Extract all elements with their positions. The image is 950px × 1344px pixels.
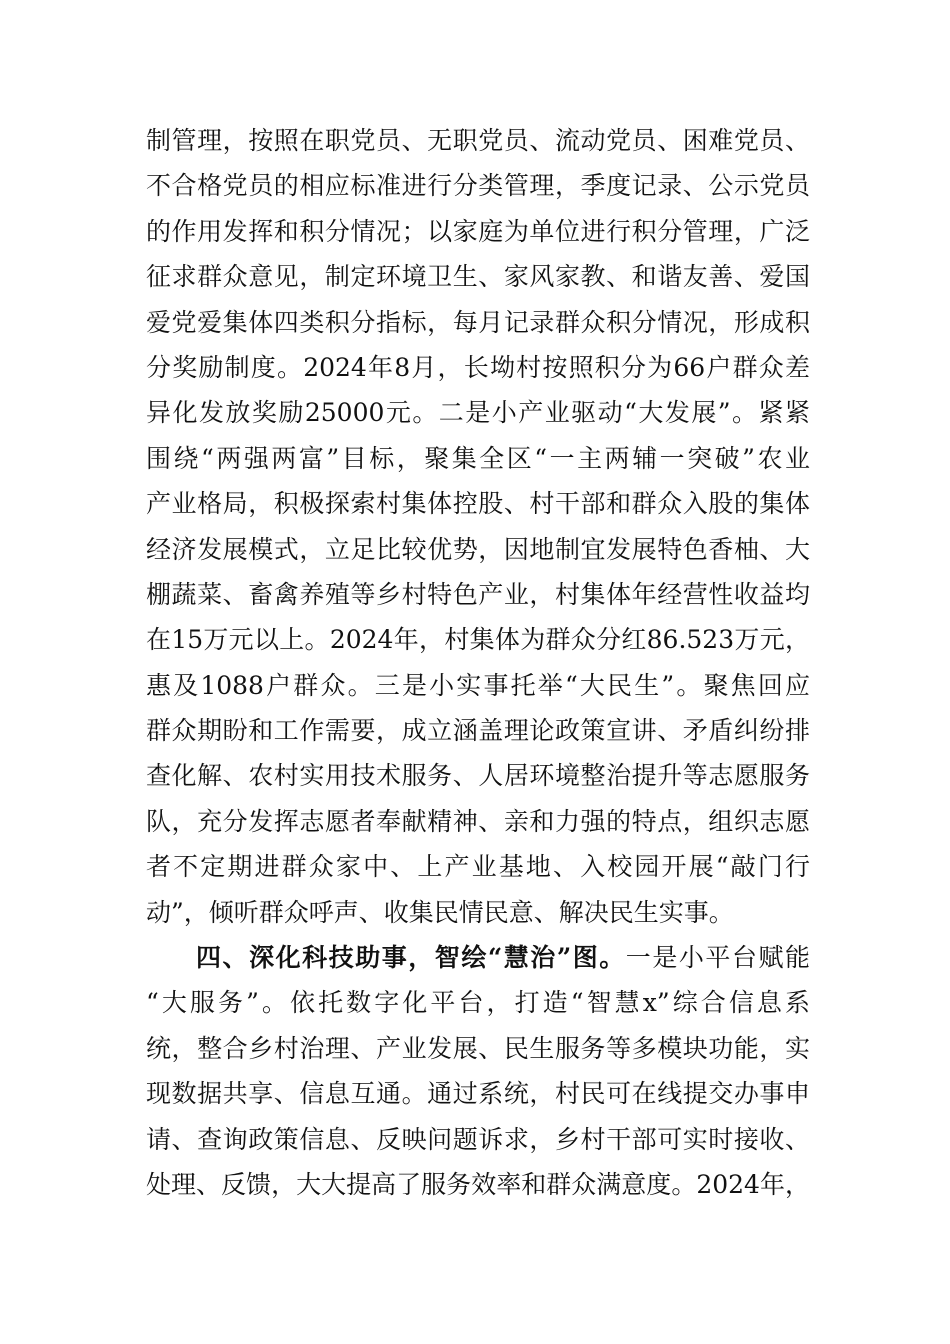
- section-4-line: 现数据共享、信息互通。通过系统，村民可在线提交办事申: [146, 1079, 810, 1109]
- section-4-line: 统，整合乡村治理、产业发展、民生服务等多模块功能，实: [146, 1033, 810, 1063]
- body-line: 制管理，按照在职党员、无职党员、流动党员、困难党员、: [146, 126, 810, 155]
- body-line: 在15万元以上。2024年，村集体为群众分红86.523万元，: [146, 625, 810, 655]
- body-line: 查化解、农村实用技术服务、人居环境整治提升等志愿服务: [146, 761, 810, 791]
- body-line: 分奖励制度。2024年8月，长坳村按照积分为66户群众差: [146, 352, 810, 382]
- section-4-line: 请、查询政策信息、反映问题诉求，乡村干部可实时接收、: [146, 1124, 810, 1154]
- body-line: 爱党爱集体四类积分指标，每月记录群众积分情况，形成积: [146, 307, 810, 337]
- body-line: 征求群众意见，制定环境卫生、家风家教、和谐友善、爱国: [146, 262, 810, 292]
- body-line: 围绕“两强两富”目标，聚集全区“一主两辅一突破”农业: [146, 443, 810, 473]
- body-line: 群众期盼和工作需要，成立涵盖理论政策宣讲、矛盾纠纷排: [146, 716, 810, 746]
- body-line: 异化发放奖励25000元。二是小产业驱动“大发展”。紧紧: [146, 398, 810, 428]
- body-line: 队，充分发挥志愿者奉献精神、亲和力强的特点，组织志愿: [146, 806, 810, 836]
- section-4-line: 处理、反馈，大大提高了服务效率和群众满意度。2024年，: [146, 1169, 810, 1199]
- section-4-first-line-rest: 一是小平台赋能: [625, 943, 810, 973]
- body-line: 者不定期进群众家中、上产业基地、入校园开展“敲门行: [146, 852, 810, 882]
- body-line: 经济发展模式，立足比较优势，因地制宜发展特色香柚、大: [146, 534, 810, 564]
- body-line: 动”，倾听群众呼声、收集民情民意、解决民生实事。: [146, 897, 734, 927]
- document-body: [146, 118, 810, 1207]
- body-line: 不合格党员的相应标准进行分类管理，季度记录、公示党员: [146, 171, 810, 201]
- section-4-first-line: [146, 935, 810, 980]
- section-4-heading: 四、深化科技助事，智绘“慧治”图。: [196, 943, 626, 973]
- body-line: 的作用发挥和积分情况；以家庭为单位进行积分管理，广泛: [146, 216, 810, 246]
- body-line: 产业格局，积极探索村集体控股、村干部和群众入股的集体: [146, 489, 810, 519]
- body-line: 棚蔬菜、畜禽养殖等乡村特色产业，村集体年经营性收益均: [146, 579, 810, 609]
- body-line: 惠及1088户群众。三是小实事托举“大民生”。聚焦回应: [146, 670, 810, 700]
- section-4-line: “大服务”。依托数字化平台，打造“智慧x”综合信息系: [146, 988, 810, 1018]
